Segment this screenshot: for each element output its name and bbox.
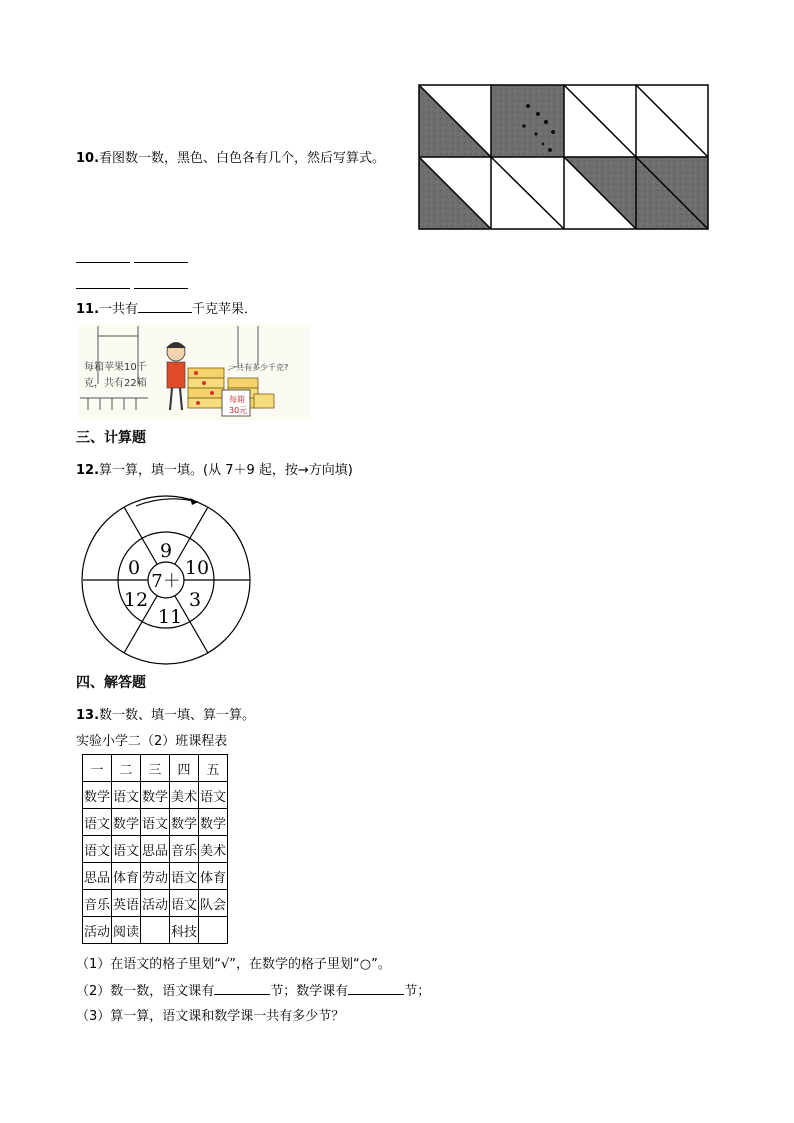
- inner-number: 11: [157, 606, 183, 628]
- sign-text: 每箱苹果10千: [84, 362, 147, 373]
- apple-shop-picture: [78, 324, 310, 420]
- question-13: [76, 707, 255, 725]
- answer-blank[interactable]: [214, 982, 270, 995]
- table-cell[interactable]: 数学: [112, 809, 141, 836]
- question-number: 11.: [76, 302, 100, 317]
- circle-calculation-wheel: [76, 490, 258, 666]
- sub-question-text: 节；数学课有: [270, 984, 349, 999]
- header-cell: 四: [170, 755, 199, 782]
- sub-question-3: （3）算一算，语文课和数学课一共有多少节？: [76, 1009, 345, 1024]
- table-cell[interactable]: 劳动: [141, 863, 170, 890]
- table-cell[interactable]: 活动: [141, 890, 170, 917]
- header-cell: 三: [141, 755, 170, 782]
- question-number: 12.: [76, 463, 100, 478]
- question-11: [76, 300, 257, 319]
- table-row: [83, 836, 228, 863]
- inner-number: 12: [123, 589, 149, 611]
- table-row: [83, 890, 228, 917]
- header-cell: 一: [83, 755, 112, 782]
- section-title: 四、解答题: [76, 675, 146, 691]
- table-cell[interactable]: 语文: [83, 809, 112, 836]
- section-title: 三、计算题: [76, 430, 146, 446]
- table-cell[interactable]: 体育: [112, 863, 141, 890]
- table-header-row: [83, 755, 228, 782]
- table-cell[interactable]: 活动: [83, 917, 112, 944]
- table-row: [83, 782, 228, 809]
- inner-number: 9: [159, 540, 173, 562]
- table-cell[interactable]: 数学: [170, 809, 199, 836]
- question-12: [76, 462, 353, 480]
- sub-question-text: （2）数一数，语文课有: [76, 984, 215, 999]
- question-text: 数一数、填一填、算一算。: [99, 708, 256, 723]
- answer-line[interactable]: [76, 262, 130, 263]
- table-cell[interactable]: [141, 917, 170, 944]
- sub-question-1: （1）在语文的格子里划“√”，在数学的格子里划“○”。: [76, 957, 391, 972]
- triangle-grid-figure: [418, 84, 710, 232]
- table-cell[interactable]: 思品: [141, 836, 170, 863]
- table-cell[interactable]: 音乐: [83, 890, 112, 917]
- answer-blank[interactable]: [348, 982, 404, 995]
- table-cell[interactable]: [199, 917, 228, 944]
- inner-number: 10: [184, 557, 210, 579]
- table-cell[interactable]: 音乐: [170, 836, 199, 863]
- header-cell: 五: [199, 755, 228, 782]
- table-cell[interactable]: 语文: [170, 890, 199, 917]
- question-text: 看图数一数，黑色、白色各有几个，然后写算式。: [99, 151, 386, 166]
- answer-line[interactable]: [134, 288, 188, 289]
- header-cell: 二: [112, 755, 141, 782]
- price-tag-text: 每箱: [229, 395, 245, 404]
- table-cell[interactable]: 语文: [112, 782, 141, 809]
- question-text: 千克苹果．: [192, 302, 258, 317]
- question-10: [76, 150, 385, 168]
- direction-arrow: [136, 499, 198, 506]
- table-cell[interactable]: 美术: [170, 782, 199, 809]
- table-cell[interactable]: 语文: [112, 836, 141, 863]
- girl-body: [167, 362, 185, 388]
- table-cell[interactable]: 语文: [83, 836, 112, 863]
- table-cell[interactable]: 英语: [112, 890, 141, 917]
- speech-text: 一共有多少千克?: [228, 363, 289, 372]
- answer-line[interactable]: [134, 262, 188, 263]
- table-cell[interactable]: 数学: [83, 782, 112, 809]
- inner-number: 3: [188, 589, 202, 611]
- inner-number: 0: [127, 557, 141, 579]
- table-row: [83, 917, 228, 944]
- table-title: 实验小学二（2）班课程表: [76, 734, 228, 749]
- table-cell[interactable]: 思品: [83, 863, 112, 890]
- table-cell[interactable]: 语文: [170, 863, 199, 890]
- table-cell[interactable]: 语文: [141, 809, 170, 836]
- table-cell[interactable]: 语文: [199, 782, 228, 809]
- table-cell[interactable]: 阅读: [112, 917, 141, 944]
- table-cell[interactable]: 体育: [199, 863, 228, 890]
- sub-question-text: 节；: [404, 984, 431, 999]
- table-cell[interactable]: 科技: [170, 917, 199, 944]
- answer-line[interactable]: [76, 288, 130, 289]
- question-text: 一共有: [99, 302, 139, 317]
- sub-question-2: [76, 982, 430, 1001]
- center-expression: 7＋: [151, 571, 181, 592]
- question-number: 13.: [76, 708, 100, 723]
- price-tag-text: 30元: [229, 406, 248, 415]
- table-row: [83, 809, 228, 836]
- question-text: 算一算，填一填。(从 7＋9 起，按→方向填): [99, 463, 353, 478]
- sign-text: 克，共有22箱: [84, 378, 147, 389]
- schedule-table: [82, 754, 228, 944]
- answer-blank[interactable]: [138, 300, 192, 313]
- table-cell[interactable]: 队会: [199, 890, 228, 917]
- dark-square: [491, 85, 564, 157]
- question-number: 10.: [76, 151, 100, 166]
- table-cell[interactable]: 数学: [199, 809, 228, 836]
- table-cell[interactable]: 美术: [199, 836, 228, 863]
- table-row: [83, 863, 228, 890]
- table-cell[interactable]: 数学: [141, 782, 170, 809]
